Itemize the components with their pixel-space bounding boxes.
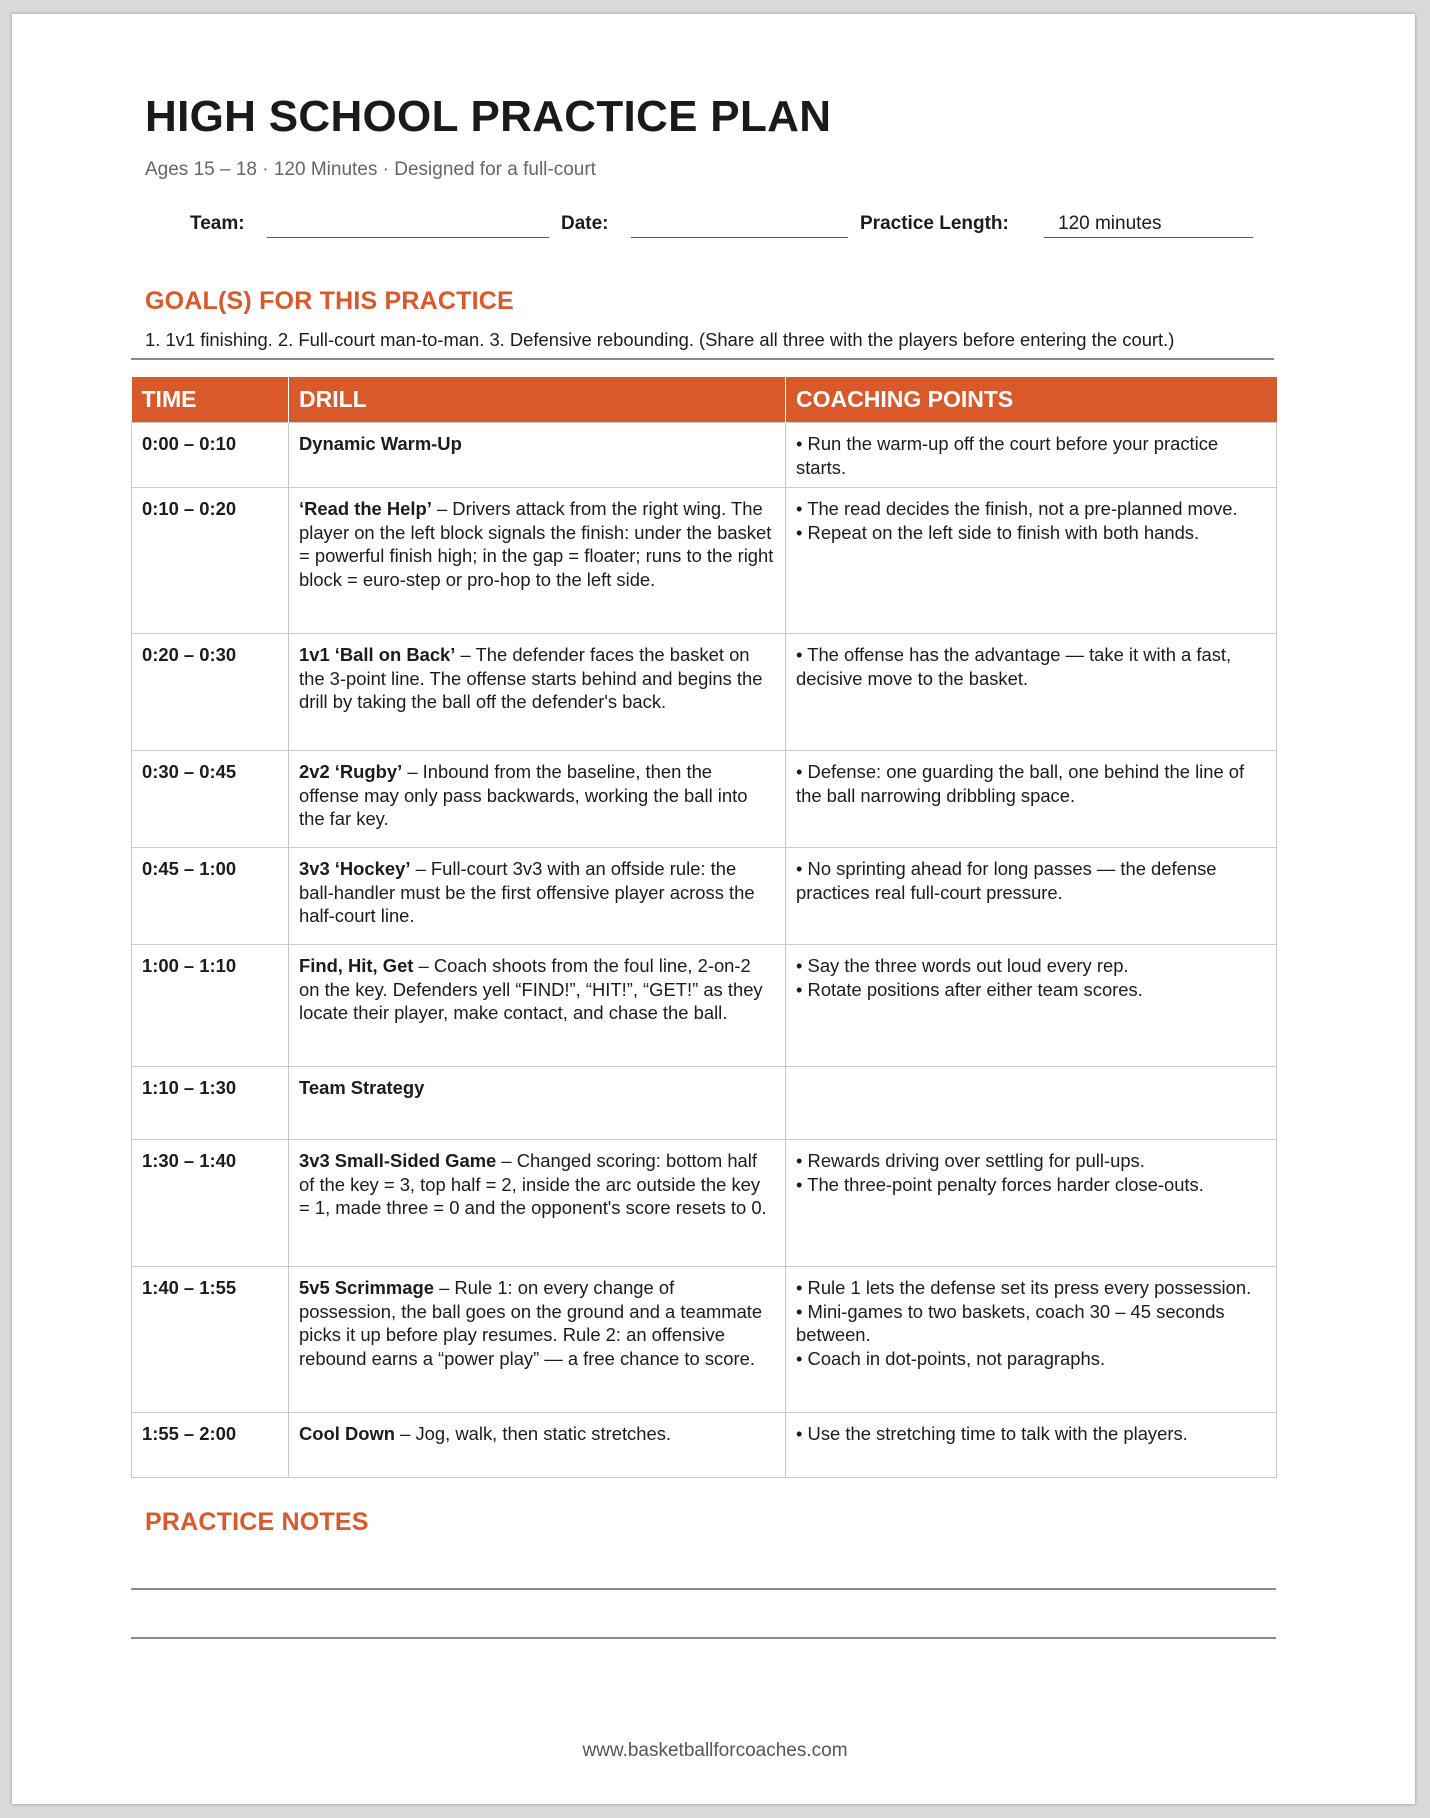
- coaching-point: • Rewards driving over settling for pull-ups.: [796, 1150, 1145, 1171]
- time-cell: 0:30 – 0:45: [132, 751, 289, 848]
- practice-notes-heading: PRACTICE NOTES: [145, 1508, 369, 1536]
- drill-cell: [289, 751, 786, 848]
- table-row: [132, 751, 1277, 848]
- header-drill: DRILL: [289, 377, 786, 423]
- coaching-points-cell: [786, 848, 1277, 945]
- coaching-point: • No sprinting ahead for long passes — the defense practices real full-court pressure.: [796, 858, 1217, 903]
- table-row: [132, 1413, 1277, 1478]
- drill-name: ‘Read the Help’: [299, 498, 432, 519]
- drill-description: – Inbound from the baseline, then the offense may only pass backwards, working the ball into the far key.: [299, 761, 748, 829]
- table-row: [132, 423, 1277, 488]
- drill-name: 3v3 Small-Sided Game: [299, 1150, 497, 1171]
- drill-cell: [289, 848, 786, 945]
- table-row: [132, 634, 1277, 751]
- time-cell: 0:00 – 0:10: [132, 423, 289, 488]
- coaching-point: • Run the warm-up off the court before your practice starts.: [796, 433, 1219, 478]
- drill-name: 5v5 Scrimmage: [299, 1277, 434, 1298]
- table-header-row: [132, 377, 1277, 423]
- goals-heading: GOAL(S) FOR THIS PRACTICE: [145, 287, 514, 315]
- coaching-points-cell: [786, 634, 1277, 751]
- drill-description: – The defender faces the basket on the 3-point line. The offense starts behind and begins the drill by taking the ball off the defender's back.: [299, 644, 763, 712]
- coaching-points-cell: [786, 945, 1277, 1067]
- coaching-point: • Repeat on the left side to finish with both hands.: [796, 521, 1200, 543]
- coaching-points-cell: [786, 1413, 1277, 1478]
- drill-cell: [289, 1413, 786, 1478]
- time-cell: 0:10 – 0:20: [132, 488, 289, 634]
- coaching-points-cell: [786, 751, 1277, 848]
- drill-name: 3v3 ‘Hockey’: [299, 858, 411, 879]
- coaching-point: • Say the three words out loud every rep.: [796, 955, 1129, 976]
- table-row: [132, 848, 1277, 945]
- coaching-point: • Mini-games to two baskets, coach 30 – 45 seconds between.: [796, 1300, 1225, 1345]
- coaching-point: • Coach in dot-points, not paragraphs.: [796, 1347, 1106, 1369]
- practice-length-field[interactable]: 120 minutes: [1044, 213, 1253, 238]
- goals-text: 1. 1v1 finishing. 2. Full-court man-to-man. 3. Defensive rebounding. (Share all three with the players before entering the court.): [145, 329, 1175, 350]
- drill-cell: [289, 634, 786, 751]
- coaching-points-cell: [786, 1140, 1277, 1267]
- drill-cell: [289, 1140, 786, 1267]
- coaching-point: • The offense has the advantage — take it with a fast, decisive move to the basket.: [796, 644, 1232, 689]
- table-row: [132, 1067, 1277, 1140]
- drill-description: – Drivers attack from the right wing. The player on the left block signals the finish: under the basket = powerful finish high; in the gap = floater; runs to the right block = euro-step or pro-hop to the left side.: [299, 498, 774, 590]
- drill-description: – Coach shoots from the foul line, 2-on-2 on the key. Defenders yell “FIND!”, “HIT!”, “GET!” as they locate their player, make contact, and chase the ball.: [299, 955, 763, 1023]
- time-cell: 0:20 – 0:30: [132, 634, 289, 751]
- drill-cell: [289, 488, 786, 634]
- time-cell: 1:55 – 2:00: [132, 1413, 289, 1478]
- coaching-points-cell: [786, 1067, 1277, 1140]
- coaching-points-cell: [786, 1267, 1277, 1413]
- team-label: Team:: [190, 213, 245, 234]
- drill-description: – Rule 1: on every change of possession, the ball goes on the ground and a teammate picks it up before play resumes. Rule 2: an offensive rebound earns a “power play” — a free chance to score.: [299, 1277, 763, 1369]
- notes-line-1[interactable]: [131, 1588, 1276, 1590]
- coaching-points-cell: [786, 488, 1277, 634]
- drill-cell: [289, 1267, 786, 1413]
- drill-name: Dynamic Warm-Up: [299, 433, 462, 454]
- header-time: TIME: [132, 377, 289, 423]
- drill-name: 1v1 ‘Ball on Back’: [299, 644, 456, 665]
- practice-plan-table: [131, 377, 1277, 1478]
- table-row: [132, 1140, 1277, 1267]
- time-cell: 1:30 – 1:40: [132, 1140, 289, 1267]
- goals-divider: [131, 358, 1274, 360]
- drill-name: Team Strategy: [299, 1077, 425, 1098]
- coaching-point: • Defense: one guarding the ball, one behind the line of the ball narrowing dribbling space.: [796, 761, 1245, 806]
- drill-description: – Full-court 3v3 with an offside rule: the ball-handler must be the first offensive player across the half-court line.: [299, 858, 755, 926]
- drill-cell: [289, 945, 786, 1067]
- header-coaching-points: COACHING POINTS: [786, 377, 1277, 423]
- time-cell: 1:40 – 1:55: [132, 1267, 289, 1413]
- coaching-point: • Use the stretching time to talk with the players.: [796, 1423, 1188, 1444]
- page-title: HIGH SCHOOL PRACTICE PLAN: [145, 92, 832, 141]
- time-cell: 1:00 – 1:10: [132, 945, 289, 1067]
- drill-cell: [289, 1067, 786, 1140]
- coaching-point: • Rule 1 lets the defense set its press every possession.: [796, 1277, 1252, 1298]
- coaching-point: • Rotate positions after either team scores.: [796, 978, 1143, 1000]
- footer-url: www.basketballforcoaches.com: [582, 1740, 848, 1761]
- table-row: [132, 488, 1277, 634]
- table-row: [132, 945, 1277, 1067]
- drill-description: – Changed scoring: bottom half of the key = 3, top half = 2, inside the arc outside the key = 1, made three = 0 and the opponent's score resets to 0.: [299, 1150, 767, 1218]
- drill-name: Cool Down: [299, 1423, 396, 1444]
- coaching-point: • The read decides the finish, not a pre-planned move.: [796, 498, 1238, 519]
- date-field[interactable]: [631, 213, 848, 238]
- page-subtitle: Ages 15 – 18 · 120 Minutes · Designed for a full-court: [145, 159, 596, 180]
- time-cell: 1:10 – 1:30: [132, 1067, 289, 1140]
- drill-name: 2v2 ‘Rugby’: [299, 761, 403, 782]
- time-cell: 0:45 – 1:00: [132, 848, 289, 945]
- practice-length-label: Practice Length:: [860, 213, 1009, 234]
- drill-cell: [289, 423, 786, 488]
- drill-name: Find, Hit, Get: [299, 955, 414, 976]
- notes-line-2[interactable]: [131, 1637, 1276, 1639]
- coaching-point: • The three-point penalty forces harder close-outs.: [796, 1173, 1204, 1195]
- team-field[interactable]: [267, 213, 549, 238]
- date-label: Date:: [561, 213, 609, 234]
- drill-description: – Jog, walk, then static stretches.: [395, 1423, 672, 1444]
- table-row: [132, 1267, 1277, 1413]
- coaching-points-cell: [786, 423, 1277, 488]
